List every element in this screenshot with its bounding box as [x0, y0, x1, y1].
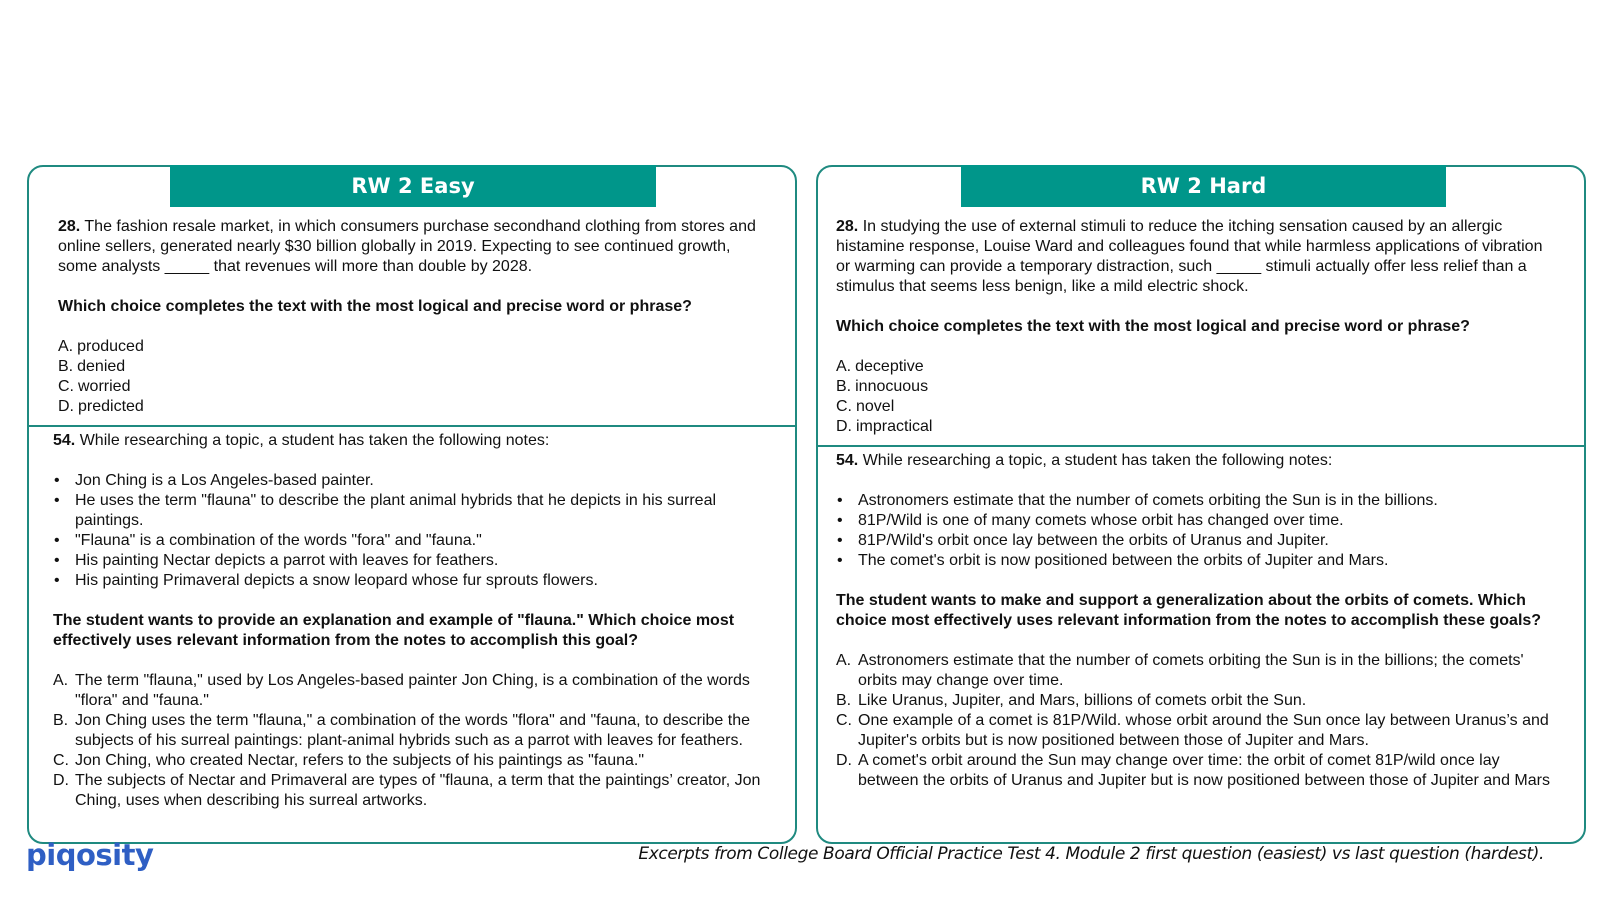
- panel-title-easy: RW 2 Easy: [170, 165, 656, 207]
- easy-panel: [27, 165, 797, 844]
- choice-text: predicted: [78, 398, 144, 415]
- choice-text: Jon Ching uses the term "flauna," a combination of the words "flora" and "fauna, to describe the subjects of his surreal paintings: plant-animal hybrids such as a parrot with leaves for feathers.: [75, 712, 751, 749]
- choice-letter: C.: [836, 398, 852, 415]
- passage-text: The fashion resale market, in which consumers purchase secondhand clothing from stores and online sellers, generated nearly $30 billion globally in 2019. Expecting to see continued growth, some analysts _____ that revenues will more than double by 2028.: [58, 218, 756, 275]
- choice-text: Astronomers estimate that the number of comets orbiting the Sun is in the billions; the comets' orbits may change over time.: [858, 652, 1524, 689]
- choice-text: Like Uranus, Jupiter, and Mars, billions of comets orbit the Sun.: [858, 692, 1307, 709]
- answer-choice-d[interactable]: [836, 751, 1564, 791]
- answer-choice-b[interactable]: [58, 357, 767, 377]
- note-item: • His painting Nectar depicts a parrot with leaves for feathers.: [53, 551, 775, 571]
- answer-choices: [836, 357, 1556, 437]
- question-prompt: Which choice completes the text with the most logical and precise word or phrase?: [58, 298, 692, 315]
- choice-letter: D.: [58, 398, 74, 415]
- intro-text: While researching a topic, a student has taken the following notes:: [862, 452, 1333, 469]
- section-divider: [818, 445, 1584, 447]
- note-item: • 81P/Wild is one of many comets whose orbit has changed over time.: [836, 511, 1564, 531]
- choice-text: The subjects of Nectar and Primaveral are types of "flauna, a term that the paintings’ creator, Jon Ching, uses when describing his surreal artworks.: [75, 772, 761, 809]
- answer-choice-b[interactable]: [836, 691, 1564, 711]
- choice-letter: B.: [58, 358, 74, 375]
- answer-choices: [58, 337, 767, 417]
- question-54-hard: [818, 451, 1584, 791]
- question-number: 28.: [58, 218, 81, 235]
- choice-letter: D.: [53, 772, 69, 789]
- choice-text: The term "flauna," used by Los Angeles-based painter Jon Ching, is a combination of the words "flora" and "fauna.": [75, 672, 750, 709]
- note-item: • His painting Primaveral depicts a snow leopard whose fur sprouts flowers.: [53, 571, 775, 591]
- answer-choice-d[interactable]: [53, 771, 775, 811]
- section-divider: [29, 425, 795, 427]
- choice-letter: A.: [58, 338, 74, 355]
- answer-choice-a[interactable]: [58, 337, 767, 357]
- choice-text: produced: [77, 338, 144, 355]
- question-28-hard: [818, 217, 1584, 437]
- choice-letter: C.: [53, 752, 69, 769]
- choice-text: novel: [856, 398, 895, 415]
- choice-text: worried: [78, 378, 131, 395]
- panel-title-hard: RW 2 Hard: [961, 165, 1446, 207]
- answer-choice-c[interactable]: [53, 751, 775, 771]
- choice-letter: B.: [53, 712, 69, 729]
- choice-letter: B.: [836, 378, 852, 395]
- choice-letter: A.: [53, 672, 69, 689]
- note-item: • "Flauna" is a combination of the words "fora" and "fauna.": [53, 531, 775, 551]
- question-number: 54.: [836, 452, 859, 469]
- question-54-easy: [29, 431, 795, 811]
- question-passage: [836, 217, 1556, 297]
- choice-letter: A.: [836, 358, 852, 375]
- question-prompt: Which choice completes the text with the most logical and precise word or phrase?: [836, 318, 1470, 335]
- choice-text: One example of a comet is 81P/Wild. whose orbit around the Sun once lay between Uranus’s and Jupiter's orbits but is now positioned between those of Jupiter and Mars.: [858, 712, 1549, 749]
- question-prompt: The student wants to provide an explanation and example of "flauna." Which choice most effectively uses relevant information from the notes to accomplish this goal?: [53, 612, 735, 649]
- intro-text: While researching a topic, a student has taken the following notes:: [79, 432, 550, 449]
- note-item: • 81P/Wild's orbit once lay between the orbits of Uranus and Jupiter.: [836, 531, 1564, 551]
- notes-list: [836, 491, 1564, 571]
- choice-text: impractical: [856, 418, 933, 435]
- answer-choice-c[interactable]: [836, 397, 1556, 417]
- choice-text: A comet's orbit around the Sun may change over time: the orbit of comet 81P/wild once lay between the orbits of Uranus and Jupiter but is now positioned between those of Jupiter and Mars: [858, 752, 1550, 789]
- note-item: • The comet's orbit is now positioned between the orbits of Jupiter and Mars.: [836, 551, 1564, 571]
- choice-letter: C.: [58, 378, 74, 395]
- choice-letter: B.: [836, 692, 852, 709]
- answer-choice-c[interactable]: [58, 377, 767, 397]
- answer-choice-a[interactable]: [836, 651, 1564, 691]
- hard-panel: [816, 165, 1586, 844]
- answer-choice-a[interactable]: [53, 671, 775, 711]
- question-intro: [836, 451, 1564, 471]
- choice-text: denied: [77, 358, 126, 375]
- answer-choices: [836, 651, 1564, 791]
- choice-text: deceptive: [855, 358, 924, 375]
- answer-choice-b[interactable]: [53, 711, 775, 751]
- piqosity-logo: piqosity: [26, 838, 154, 872]
- answer-choice-d[interactable]: [58, 397, 767, 417]
- choice-letter: A.: [836, 652, 852, 669]
- passage-text: In studying the use of external stimuli to reduce the itching sensation caused by an allergic histamine response, Louise Ward and colleagues found that while harmless applications of vibration or warming can provide a temporary distraction, such _____ stimuli actually offer less relief than a stimulus that seems less benign, like a mild electric shock.: [836, 218, 1543, 295]
- question-passage: [58, 217, 767, 277]
- answer-choice-b[interactable]: [836, 377, 1556, 397]
- answer-choice-d[interactable]: [836, 417, 1556, 437]
- choice-text: innocuous: [855, 378, 929, 395]
- note-item: • He uses the term "flauna" to describe the plant animal hybrids that he depicts in his surreal paintings.: [53, 491, 775, 531]
- question-28-easy: [29, 217, 795, 417]
- choice-letter: D.: [836, 752, 852, 769]
- question-number: 54.: [53, 432, 76, 449]
- note-item: • Astronomers estimate that the number of comets orbiting the Sun is in the billions.: [836, 491, 1564, 511]
- answer-choices: [53, 671, 775, 811]
- question-number: 28.: [836, 218, 859, 235]
- choice-letter: C.: [836, 712, 852, 729]
- question-intro: [53, 431, 775, 451]
- note-item: • Jon Ching is a Los Angeles-based painter.: [53, 471, 775, 491]
- notes-list: [53, 471, 775, 591]
- question-prompt: The student wants to make and support a generalization about the orbits of comets. Which choice most effectively uses relevant information from the notes to accomplish these goals?: [836, 592, 1542, 629]
- choice-letter: D.: [836, 418, 852, 435]
- answer-choice-c[interactable]: [836, 711, 1564, 751]
- answer-choice-a[interactable]: [836, 357, 1556, 377]
- choice-text: Jon Ching, who created Nectar, refers to the subjects of his paintings as "fauna.": [75, 752, 645, 769]
- footer-caption: Excerpts from College Board Official Practice Test 4. Module 2 first question (easiest) vs last question (hardest).: [638, 844, 1544, 864]
